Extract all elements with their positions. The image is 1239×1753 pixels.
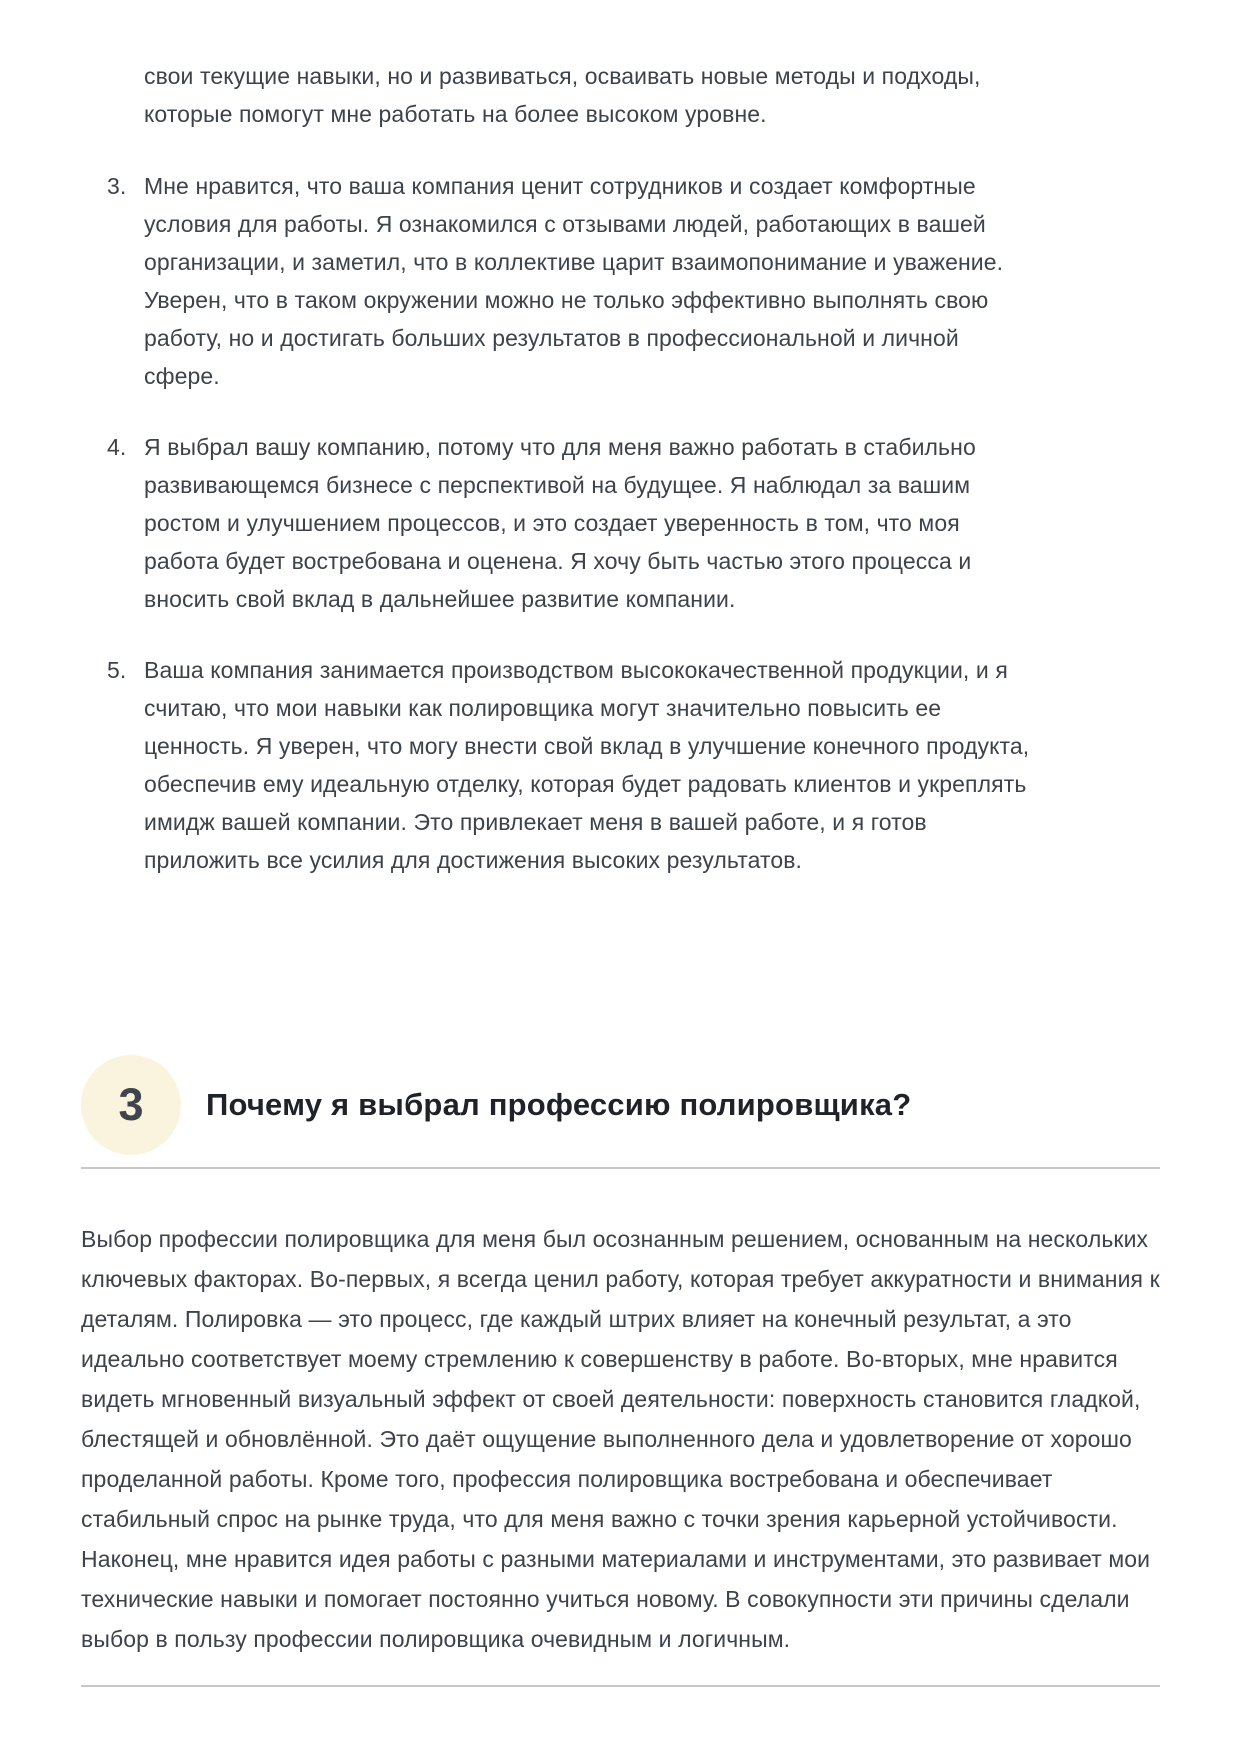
list-item-text: Ваша компания занимается производством высококачественной продукции, и я считаю, что мои навыки как полировщика могут значительно повысить ее ценность. Я уверен, что могу внести свой вклад в улучшение конечного продукта, обеспечив ему идеальную отделку, которая будет радовать клиентов и укреплять имидж вашей компании. Это привлекает меня в вашей работе, и я готов приложить все усилия для достижения высоких результатов.: [144, 657, 1030, 873]
section-divider-bottom: [81, 1685, 1160, 1687]
list-item-number: 5.: [107, 657, 127, 683]
list-item: [107, 167, 1160, 395]
section-paragraph: Выбор профессии полировщика для меня был осознанным решением, основанным на нескольких ключевых факторах. Во-первых, я всегда ценил работу, которая требует аккуратности и внимания к деталям. Полировка — это процесс, где каждый штрих влияет на конечный результат, а это идеально соответствует моему стремлению к совершенству в работе. Во-вторых, мне нравится видеть мгновенный визуальный эффект от своей деятельности: поверхность становится гладкой, блестящей и обновлённой. Это даёт ощущение выполненного дела и удовлетворение от хорошо проделанной работы. Кроме того, профессия полировщика востребована и обеспечивает стабильный спрос на рынке труда, что для меня важно с точки зрения карьерной устойчивости. Наконец, мне нравится идея работы с разными материалами и инструментами, это развивает мои технические навыки и помогает постоянно учиться новому. В совокупности эти причины сделали выбор в пользу профессии полировщика очевидным и логичным.: [81, 1226, 1160, 1652]
section-title: Почему я выбрал профессию полировщика?: [206, 1087, 912, 1122]
section-number-badge: 3: [81, 1055, 181, 1155]
section-header: [81, 1055, 1160, 1155]
list-item-text: Мне нравится, что ваша компания ценит сотрудников и создает комфортные условия для работы. Я ознакомился с отзывами людей, работающих в вашей организации, и заметил, что в коллективе царит взаимопонимание и уважение. Уверен, что в таком окружении можно не только эффективно выполнять свою работу, но и достигать больших результатов в профессиональной и личной сфере.: [144, 173, 1004, 389]
list-item-number: 3.: [107, 173, 127, 199]
list-item: [107, 428, 1160, 618]
list-item-text: Я выбрал вашу компанию, потому что для меня важно работать в стабильно развивающемся бизнесе с перспективой на будущее. Я наблюдал за вашим ростом и улучшением процессов, и это создает уверенность в том, что моя работа будет востребована и оценена. Я хочу быть частью этого процесса и вносить свой вклад в дальнейшее развитие компании.: [144, 434, 976, 612]
list-item: [107, 651, 1160, 879]
list-item-2-continuation-text: свои текущие навыки, но и развиваться, осваивать новые методы и подходы, которые помогут мне работать на более высоком уровне.: [144, 63, 981, 127]
answers-list: [107, 167, 1160, 879]
section-divider-top: [81, 1167, 1160, 1169]
list-item-number: 4.: [107, 434, 127, 460]
